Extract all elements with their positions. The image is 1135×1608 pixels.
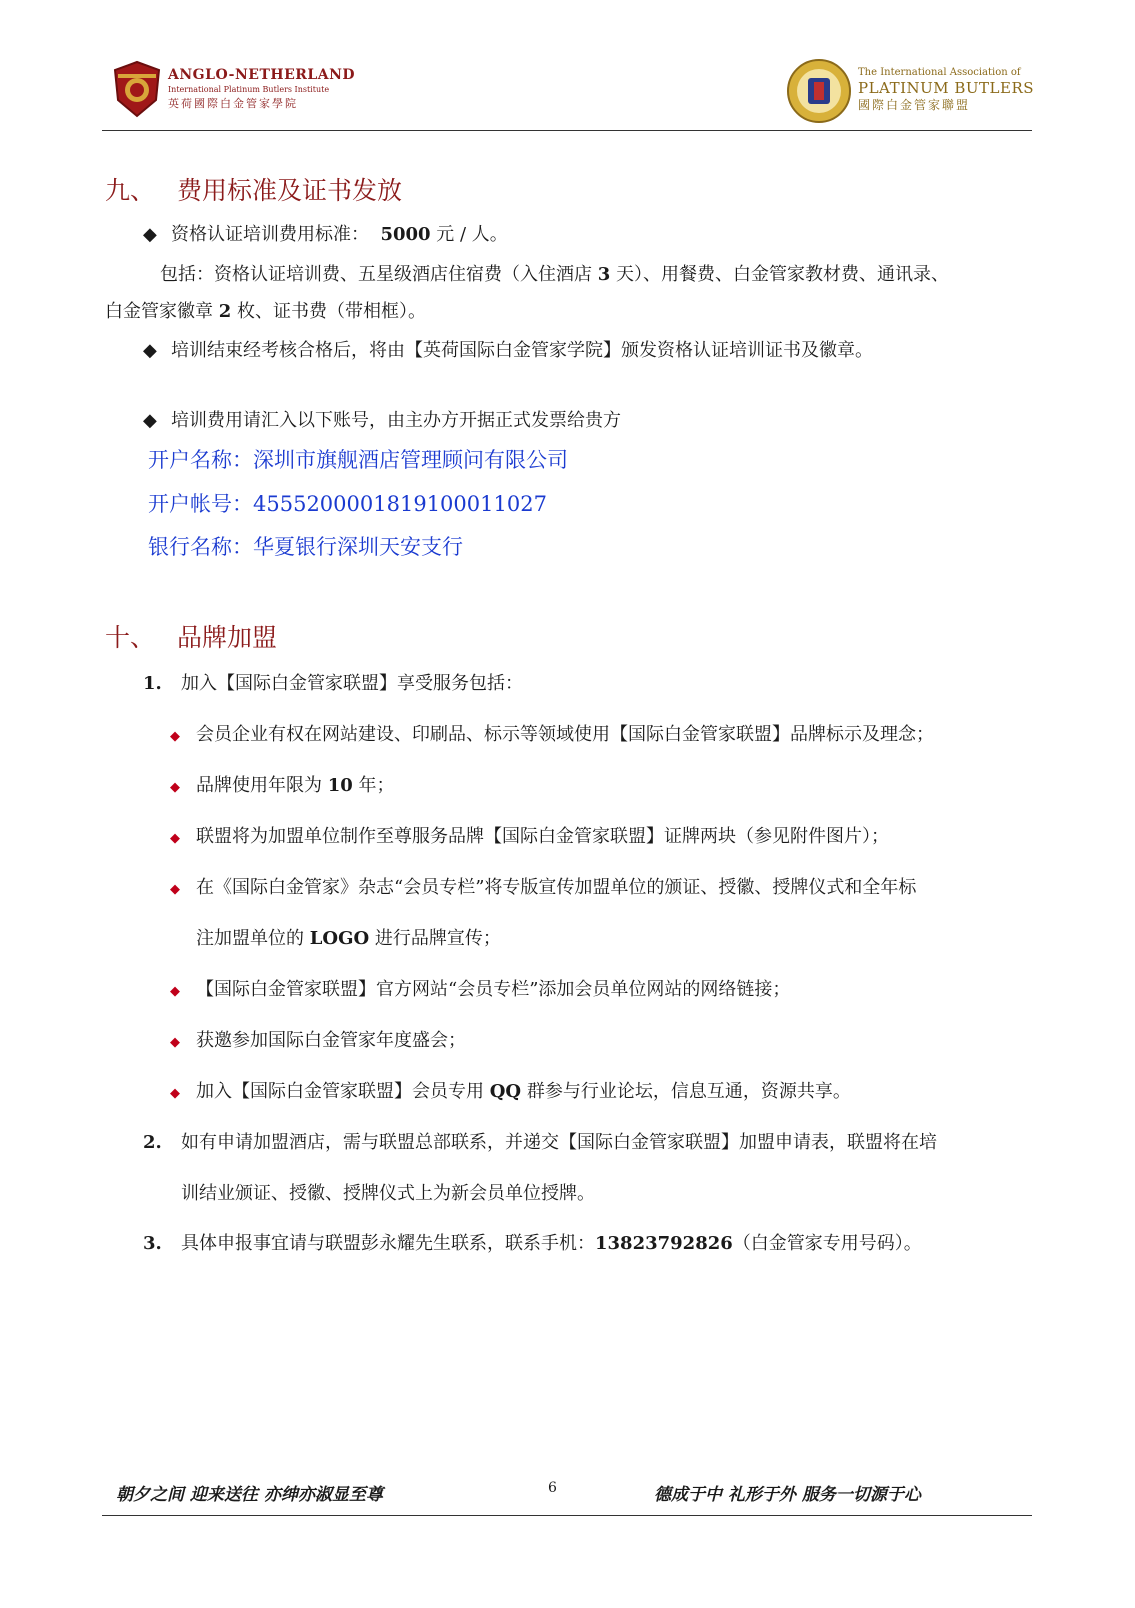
bullet-icon: ◆ bbox=[143, 340, 157, 361]
section-9-title: 费用标准及证书发放 bbox=[177, 176, 403, 205]
association-logo-text bbox=[858, 68, 1034, 111]
list-item-2: 2. 如有申请加盟酒店，需与联盟总部联系，并递交【国际白金管家联盟】加盟申请表，联盟将在培 bbox=[143, 1132, 937, 1153]
institute-subtitle-en: International Platinum Butlers Institute bbox=[168, 85, 330, 94]
footer-divider bbox=[102, 1515, 1032, 1516]
benefit-item: ◆ 品牌使用年限为 10 年； bbox=[170, 775, 395, 796]
footer-motto-right: 德成于中 礼形于外 服务一切源于心 bbox=[654, 1485, 921, 1505]
section-10-title: 品牌加盟 bbox=[177, 623, 278, 652]
institute-emblem-icon bbox=[112, 60, 162, 118]
footer-motto-left: 朝夕之间 迎来送往 亦绅亦淑显至尊 bbox=[116, 1485, 383, 1505]
association-seal-icon bbox=[786, 58, 852, 124]
benefit-item-continuation: 注加盟单位的 LOGO 进行品牌宣传； bbox=[196, 928, 501, 949]
association-caption-en: The International Association of bbox=[858, 67, 1021, 78]
account-name: 开户名称：深圳市旗舰酒店管理顾问有限公司 bbox=[148, 448, 568, 472]
fee-includes-line-2: 白金管家徽章 2 枚、证书费（带相框）。 bbox=[105, 301, 426, 322]
fee-includes-line-1: 包括：资格认证培训费、五星级酒店住宿费（入住酒店 3 天）、用餐费、白金管家教材费、通讯录、 bbox=[160, 264, 949, 285]
benefit-item: ◆ 联盟将为加盟单位制作至尊服务品牌【国际白金管家联盟】证牌两块（参见附件图片）； bbox=[170, 826, 889, 847]
section-10-number: 十、 bbox=[105, 623, 156, 652]
benefit-item: ◆ 会员企业有权在网站建设、印刷品、标示等领域使用【国际白金管家联盟】品牌标示及理念； bbox=[170, 724, 934, 745]
red-bullet-icon: ◆ bbox=[170, 984, 180, 999]
list-item-3: 3. 具体申报事宜请与联盟彭永耀先生联系，联系手机：13823792826（白金管家专用号码）。 bbox=[143, 1233, 922, 1254]
page-number: 6 bbox=[548, 1480, 557, 1496]
fee-amount: 5000 bbox=[380, 224, 431, 245]
red-bullet-icon: ◆ bbox=[170, 1035, 180, 1050]
section-9-heading bbox=[105, 171, 402, 207]
benefit-item: ◆ 在《国际白金管家》杂志“会员专栏”将专版宣传加盟单位的颁证、授徽、授牌仪式和全年标 bbox=[170, 877, 917, 898]
account-number: 开户帐号：4555200001819100011027 bbox=[148, 492, 547, 516]
benefit-item: ◆ 加入【国际白金管家联盟】会员专用 QQ 群参与行业论坛，信息互通，资源共享。 bbox=[170, 1081, 851, 1102]
institute-name-cn: 英荷國際白金管家學院 bbox=[168, 97, 298, 110]
fee-standard-line: ◆ 资格认证培训费用标准： 5000 元 / 人。 bbox=[143, 224, 508, 245]
list-item-2-continuation: 训结业颁证、授徽、授牌仪式上为新会员单位授牌。 bbox=[181, 1183, 595, 1204]
institute-logo-text bbox=[168, 68, 355, 109]
red-bullet-icon: ◆ bbox=[170, 831, 180, 846]
bullet-icon: ◆ bbox=[143, 410, 157, 431]
contact-phone: 13823792826 bbox=[595, 1233, 733, 1254]
benefit-item: ◆ 【国际白金管家联盟】官方网站“会员专栏”添加会员单位网站的网络链接； bbox=[170, 979, 791, 1000]
payment-instruction: ◆ 培训费用请汇入以下账号，由主办方开据正式发票给贵方 bbox=[143, 410, 621, 431]
list-item-1: 1. 加入【国际白金管家联盟】享受服务包括： bbox=[143, 673, 523, 694]
header-divider bbox=[102, 130, 1032, 131]
association-name-cn: 國際白金管家聯盟 bbox=[858, 98, 971, 112]
bullet-icon: ◆ bbox=[143, 224, 157, 245]
certificate-line: ◆ 培训结束经考核合格后，将由【英荷国际白金管家学院】颁发资格认证培训证书及徽章。 bbox=[143, 340, 873, 361]
red-bullet-icon: ◆ bbox=[170, 1086, 180, 1101]
bank-name: 银行名称：华夏银行深圳天安支行 bbox=[148, 535, 463, 559]
red-bullet-icon: ◆ bbox=[170, 729, 180, 744]
benefit-item: ◆ 获邀参加国际白金管家年度盛会； bbox=[170, 1030, 466, 1051]
institute-name-en: ANGLO-NETHERLAND bbox=[168, 67, 356, 83]
red-bullet-icon: ◆ bbox=[170, 780, 180, 795]
section-9-number: 九、 bbox=[105, 176, 156, 205]
association-name-en: PLATINUM BUTLERS bbox=[858, 79, 1035, 97]
red-bullet-icon: ◆ bbox=[170, 882, 180, 897]
section-10-heading bbox=[105, 618, 277, 654]
